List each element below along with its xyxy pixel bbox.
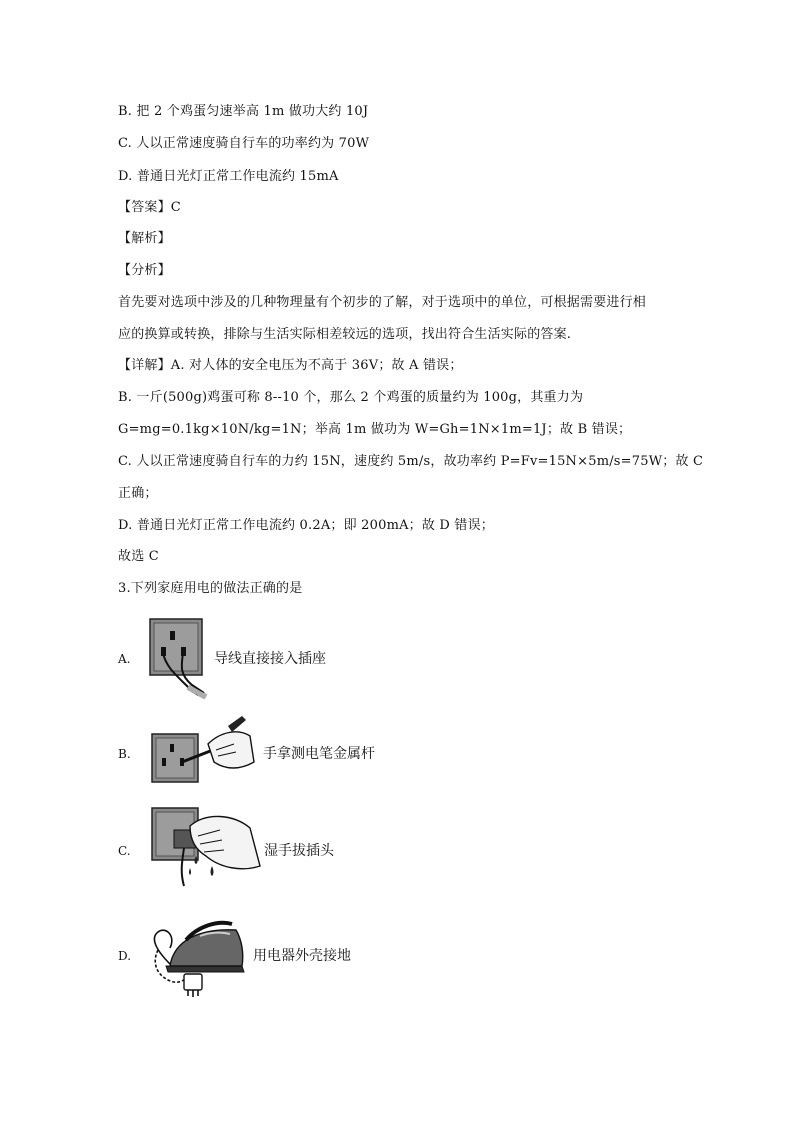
option-b-letter: B. [118,747,131,761]
detail-c-2: 正确； [118,486,158,501]
answer-line: 【答案】C [118,200,181,215]
detail-d: D. 普通日光灯正常工作电流约 0.2A；即 200mA；故 D 错误； [118,518,494,533]
option-c-text: 湿手拔插头 [264,843,334,859]
option-b-text: 手拿测电笔金属杆 [263,746,375,762]
option-c-letter: C. [118,844,131,858]
detail-c-1: C. 人以正常速度骑自行车的力约 15N，速度约 5m/s，故功率约 P=Fv=15N×5m/s=75W；故 C [118,454,704,469]
test-pen-hand-illustration [150,714,256,786]
detail-b-1: B. 一斤(500g)鸡蛋可称 8--10 个，那么 2 个鸡蛋的质量约为 100g，其重力为 [118,390,584,405]
wet-hand-plug-illustration [150,806,262,888]
option-d-letter: D. [118,949,132,963]
analysis-text-2: 应的换算或转换，排除与生活实际相差较远的选项，找出符合生活实际的答案. [118,327,572,342]
option-c-line: C. 人以正常速度骑自行车的功率约为 70W [118,136,370,151]
analysis-subheading: 【分析】 [118,263,171,278]
detail-b-2: G=mg=0.1kg×10N/kg=1N；举高 1m 做功为 W=Gh=1N×1m=1J；故 B 错误； [118,422,632,437]
option-a-text: 导线直接接入插座 [214,651,326,667]
option-b-line: B. 把 2 个鸡蛋匀速举高 1m 做功大约 10J [118,104,369,119]
socket-with-wires-illustration [148,617,210,699]
question-3-title: 3.下列家庭用电的做法正确的是 [118,581,303,596]
option-d-line: D. 普通日光灯正常工作电流约 15mA [118,169,339,184]
analysis-heading: 【解析】 [118,231,171,246]
option-d-text: 用电器外壳接地 [253,948,351,964]
detail-a: 【详解】A. 对人体的安全电压为不高于 36V；故 A 错误； [118,358,463,373]
option-a-letter: A. [118,652,131,666]
grounded-iron-illustration [146,910,250,998]
choice-line: 故选 C [118,549,159,564]
analysis-text-1: 首先要对选项中涉及的几种物理量有个初步的了解，对于选项中的单位，可根据需要进行相 [118,295,647,310]
